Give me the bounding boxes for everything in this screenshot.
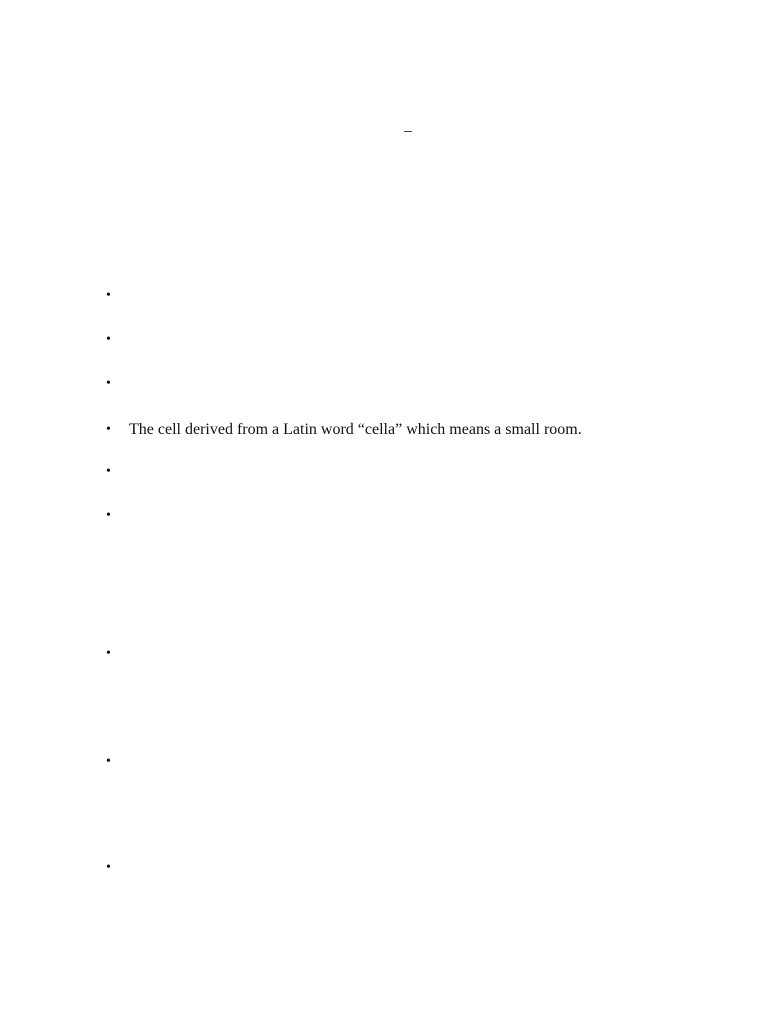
bullet-icon: • (106, 754, 111, 769)
header-mark: _ (404, 117, 412, 134)
list-item (106, 461, 706, 483)
bullet-icon: • (106, 422, 111, 437)
list-item-text: The cell derived from a Latin word “cella” which means a small room. (129, 421, 582, 438)
bullet-icon: • (106, 646, 111, 661)
list-item (106, 373, 706, 395)
list-item (106, 643, 706, 665)
list-item (106, 329, 706, 351)
list-item (106, 857, 706, 879)
bullet-icon: • (106, 332, 111, 347)
bullet-icon: • (106, 464, 111, 479)
list-item (106, 505, 706, 527)
list-item (106, 751, 706, 773)
bullet-icon: • (106, 508, 111, 523)
bullet-icon: • (106, 860, 111, 875)
list-item (106, 285, 706, 307)
bullet-icon: • (106, 288, 111, 303)
bullet-icon: • (106, 376, 111, 391)
list-item (106, 419, 706, 441)
